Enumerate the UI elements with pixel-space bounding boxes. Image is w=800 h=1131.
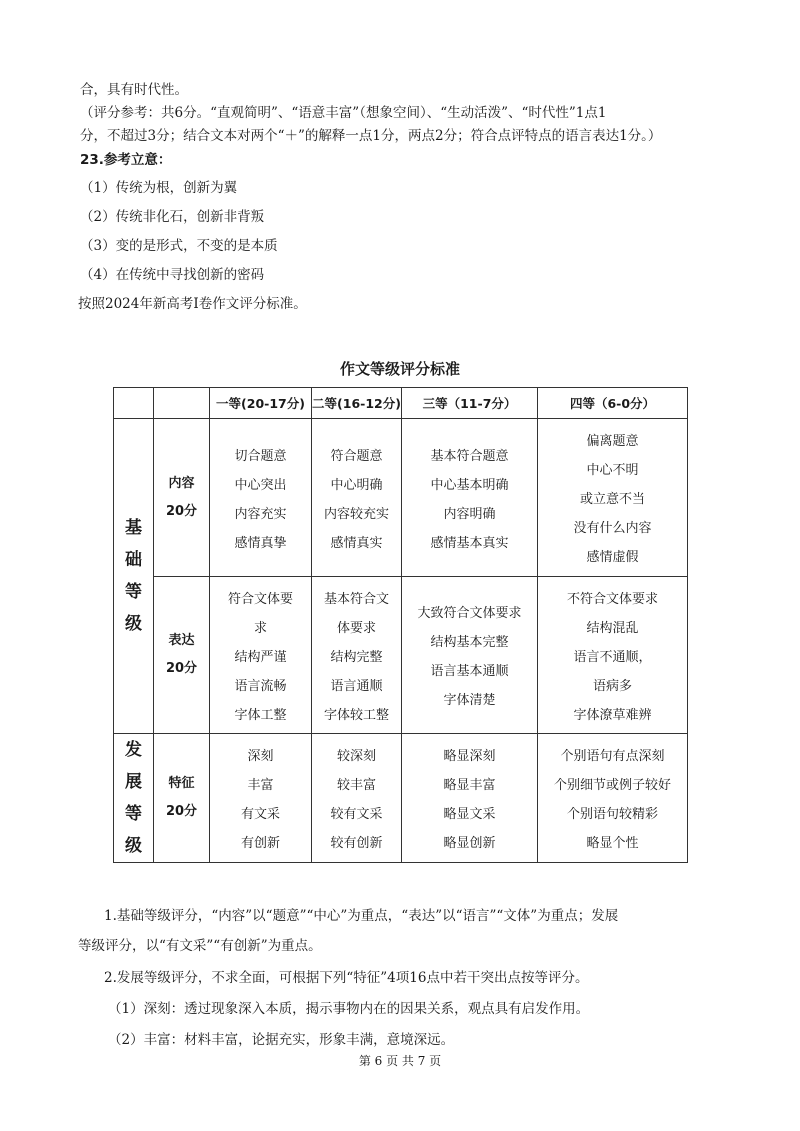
note-line: 2.发展等级评分，不求全面，可根据下列“特征”4项16点中若干突出点按等评分。 [104,970,589,986]
cell-text: 结构基本完整 [430,635,509,650]
cell-text: 字体潦草难辨 [573,707,652,723]
cell-text: 个别细节或例子较好 [553,778,671,793]
idea-item: （3）变的是形式，不变的是本质 [80,238,278,254]
cell-text: 字体清楚 [443,693,496,708]
cell-text: 符合题意 [330,448,383,464]
standard-note: 按照2024年新高考Ⅰ卷作文评分标准。 [78,296,307,312]
cell-text: 较有创新 [330,836,383,851]
cell-text: 基本符合文 [323,591,389,607]
cell-feature-grade-3 [402,734,538,863]
text-line: 分，不超过3分；结合文本对两个“＋”的解释一点1分，两点2分；符合点评特点的语言表达1分。） [80,128,662,144]
cell-content-grade-1 [210,419,312,577]
note-line: 1.基础等级评分，“内容”以“题意”“中心”为重点，“表达”以“语言”“文体”为重点；发展 [104,908,619,924]
cell-text: 略显个性 [586,836,639,851]
cell-text: 基本符合题意 [430,448,509,464]
header-grade-1: 一等(20-17分) [210,388,312,419]
cell-feature-grade-2 [312,734,402,863]
table-title: 作文等级评分标准 [339,360,460,378]
cell-text: 略显丰富 [443,778,496,793]
cell-text: 或立意不当 [579,492,645,507]
cell-text: 感情基本真实 [430,535,509,551]
header-empty [154,388,210,419]
cell-text: 语言基本通顺 [430,664,509,679]
cell-text: 体要求 [336,620,376,636]
note-line: （2）丰富：材料丰富，论据充实，形象丰满，意境深远。 [108,1032,455,1048]
cell-text: 语言通顺 [330,678,383,694]
cell-expression-grade-3 [402,577,538,734]
cell-text: 中心不明 [586,463,639,478]
cell-text: 切合题意 [234,448,287,464]
cell-text: 不符合文体要求 [566,591,658,607]
cell-text: 感情真挚 [234,535,287,551]
cell-text: 深刻 [247,749,274,764]
cell-text: 较丰富 [336,778,376,793]
grading-table [113,387,688,863]
cell-text: 个别语句较精彩 [566,807,658,822]
cell-text: 中心突出 [234,477,287,493]
idea-item: （1）传统为根，创新为翼 [80,180,238,196]
cell-text: 结构混乱 [586,620,639,636]
cell-expression-grade-1 [210,577,312,734]
cell-text: 个别语句有点深刻 [560,749,665,764]
page-footer: 第 6 页 共 7 页 [358,1054,442,1068]
header-grade-2: 二等(16-12分) [312,388,402,419]
idea-item: （2）传统非化石，创新非背叛 [80,209,265,225]
cell-text: 求 [253,620,267,636]
cell-text: 结构严谨 [234,649,287,665]
cell-content-grade-3 [402,419,538,577]
cell-expression-grade-4 [538,577,688,734]
question-heading: 23.参考立意： [80,152,172,168]
cell-text: 符合文体要 [227,591,293,607]
header-grade-3: 三等（11-7分） [402,388,538,419]
cell-text: 略显文采 [443,807,496,822]
cell-text: 中心明确 [330,477,383,493]
cell-text: 有文采 [240,807,280,822]
cell-text: 略显深刻 [443,749,496,764]
table-row [114,419,688,577]
cell-text: 没有什么内容 [573,521,652,536]
cell-expression-grade-2 [312,577,402,734]
cell-text: 略显创新 [443,836,496,851]
group-development: 发 展 等 级 [114,734,154,863]
table-header-row [114,388,688,419]
table-row [114,577,688,734]
cell-feature-grade-1 [210,734,312,863]
cell-text: 较深刻 [336,749,376,764]
cell-text: 有创新 [240,836,280,851]
cell-text: 较有文采 [330,807,383,822]
note-line: （1）深刻：透过现象深入本质，揭示事物内在的因果关系，观点具有启发作用。 [108,1001,590,1017]
cell-text: 丰富 [247,778,274,793]
cell-text: 语言不通顺， [573,649,652,665]
text-line: （评分参考：共6分。“直观简明”、“语意丰富”（想象空间）、“生动活泼”、“时代性”1点1 [80,105,607,121]
cell-text: 语言流畅 [234,678,287,694]
cell-feature-grade-4 [538,734,688,863]
text-line: 合，具有时代性。 [80,82,188,98]
group-basic: 基 础 等 级 [114,419,154,734]
category-expression: 表达 20分 [154,577,210,734]
cell-content-grade-4 [538,419,688,577]
cell-text: 感情虚假 [586,550,639,565]
cell-text: 内容明确 [443,506,496,522]
cell-text: 字体较工整 [323,707,389,723]
header-grade-4: 四等（6-0分） [538,388,688,419]
category-content: 内容 20分 [154,419,210,577]
cell-content-grade-2 [312,419,402,577]
category-feature: 特征 20分 [154,734,210,863]
cell-text: 大致符合文体要求 [417,606,522,621]
cell-text: 内容充实 [234,506,287,522]
cell-text: 语病多 [592,678,632,694]
note-line: 等级评分，以“有文采”“有创新”为重点。 [78,938,322,954]
cell-text: 感情真实 [330,535,383,551]
cell-text: 内容较充实 [323,506,389,522]
table-row [114,734,688,863]
cell-text: 中心基本明确 [430,477,509,493]
header-empty [114,388,154,419]
idea-item: （4）在传统中寻找创新的密码 [80,267,265,283]
cell-text: 字体工整 [234,707,287,723]
cell-text: 偏离题意 [586,434,639,449]
cell-text: 结构完整 [330,649,383,665]
